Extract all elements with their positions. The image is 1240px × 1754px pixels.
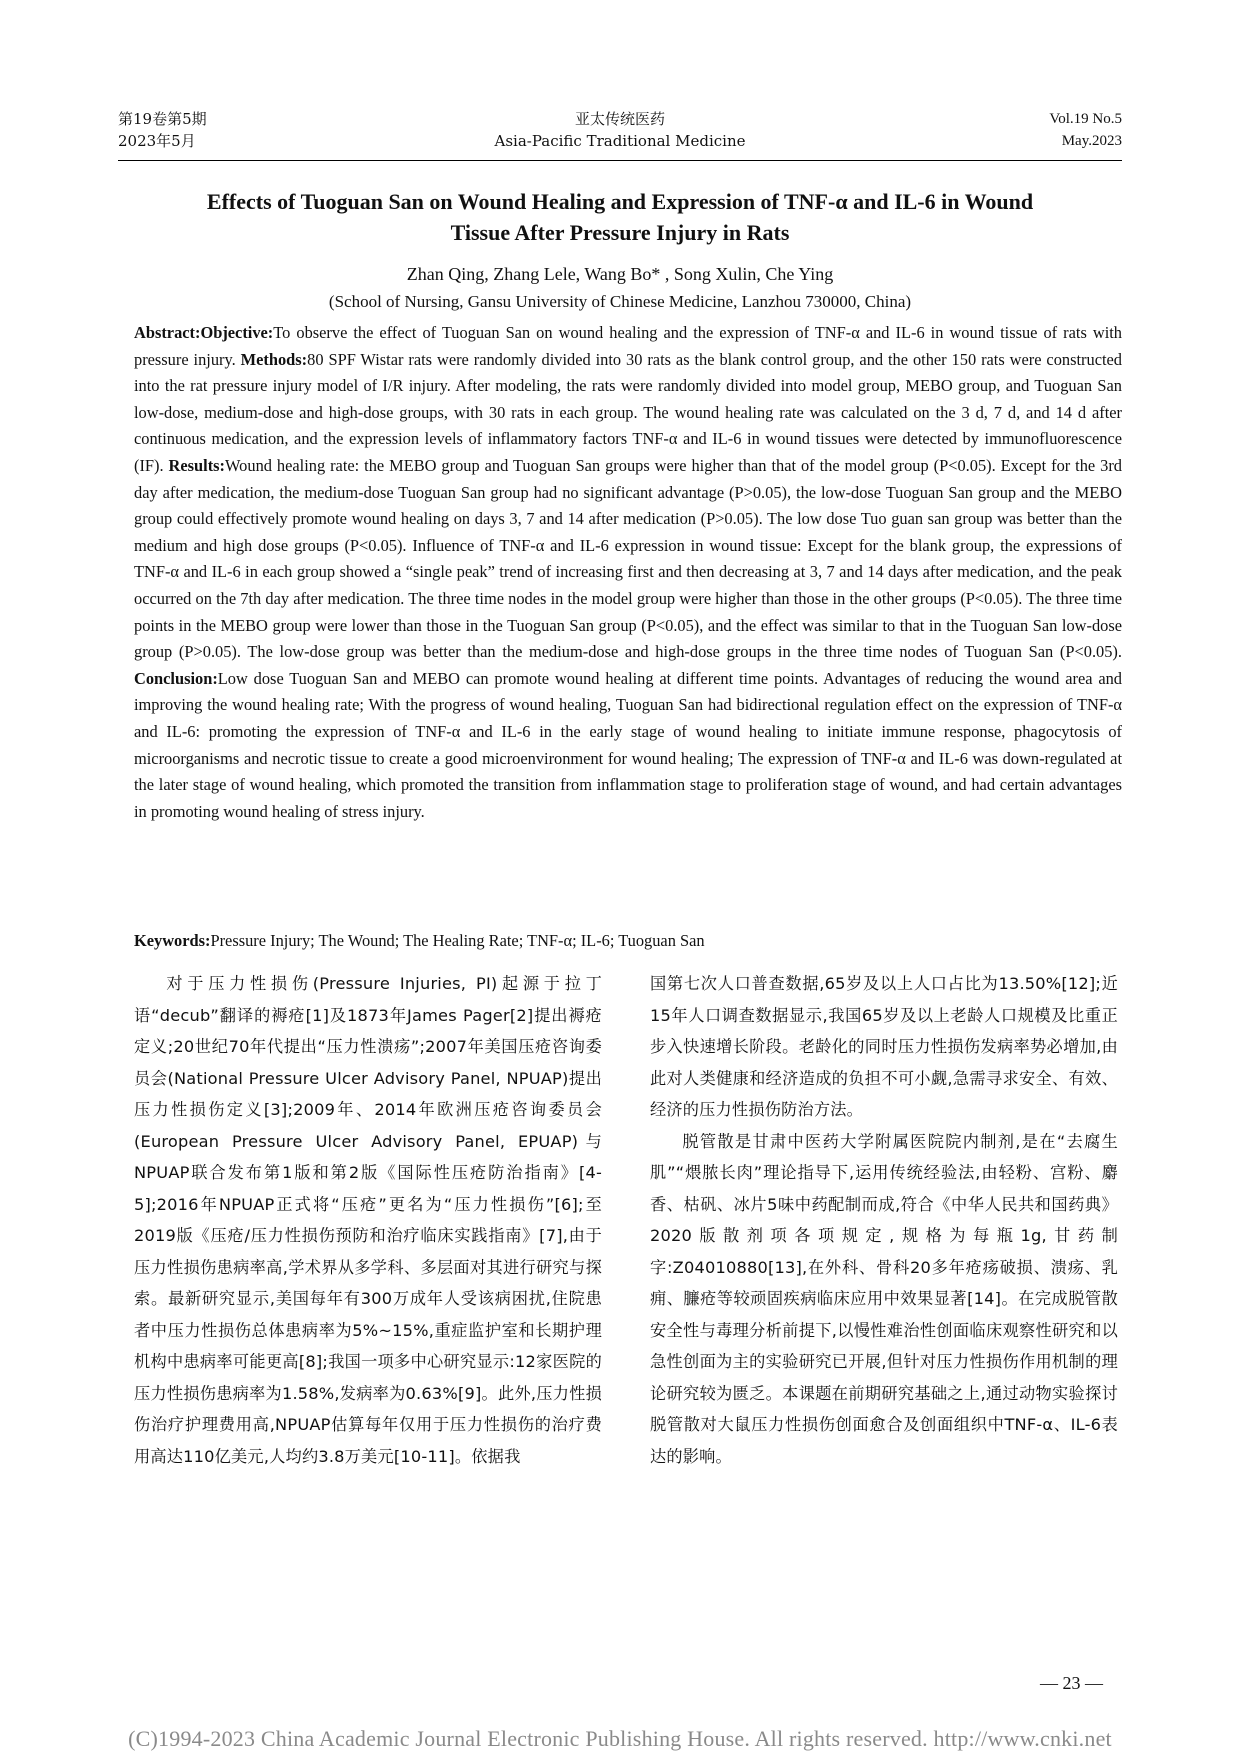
objective-text: To observe the effect of Tuoguan San on wound healing and the expression of TNF-α and IL-6 in wound tissue of rats with pressure injury. xyxy=(134,323,1122,369)
body-paragraph: 对于压力性损伤(Pressure Injuries, PI)起源于拉丁语“decub”翻译的褥疮[1]及1873年James Pager[2]提出褥疮定义;20世纪70年代提出“压力性溃疡”;2007年美国压疮咨询委员会(National Pressure Ulcer Advisory Panel, NPUAP)提出压力性损伤定义[3];2009年、2014年欧洲压疮咨询委员会(European Pressure Ulcer Advisory Panel, EPUAP)与NPUAP联合发布第1版和第2版《国际性压疮防治指南》[4-5];2016年NPUAP正式将“压疮”更名为“压力性损伤”[6];至2019版《压疮/压力性损伤预防和治疗临床实践指南》[7],由于压力性损伤患病率高,学术界从多学科、多层面对其进行研究与探索。最新研究显示,美国每年有300万成年人受该病困扰,住院患者中压力性损伤总体患病率为5%~15%,重症监护室和长期护理机构中患病率可能更高[8];我国一项多中心研究显示:12家医院的压力性损伤患病率为1.58%,发病率为0.63%[9]。此外,压力性损伤治疗护理费用高,NPUAP估算每年仅用于压力性损伤的治疗费用高达110亿美元,人均约3.8万美元[10-11]。依据我 xyxy=(134,974,602,1466)
header-date-en: May.2023 xyxy=(1061,133,1122,149)
results-label: Results: xyxy=(168,455,226,475)
body-paragraph: 脱管散是甘肃中医药大学附属医院院内制剂,是在“去腐生肌”“煨脓长肉”理论指导下,运用传统经验法,由轻粉、宫粉、麝香、枯矾、冰片5味中药配制而成,符合《中华人民共和国药典》2020版散剂项各项规定,规格为每瓶1g,甘药制字:Z04010880[13],在外科、骨科20多年疮疡破损、溃疡、乳痈、臁疮等较顽固疾病临床应用中效果显著[14]。在完成脱管散安全性与毒理分析前提下,以慢性难治性创面临床观察性研究和以急性创面为主的实验研究已开展,但针对压力性损伤作用机制的理论研究较为匮乏。本课题在前期研究基础之上,通过动物实验探讨脱管散对大鼠压力性损伤创面愈合及创面组织中TNF-α、IL-6表达的影响。 xyxy=(650,1131,1118,1466)
journal-name-cn: 亚太传统医药 xyxy=(574,110,665,128)
article-title xyxy=(150,186,1090,248)
author-list: Zhan Qing, Zhang Lele, Wang Bo* , Song Xulin, Che Ying xyxy=(406,264,834,284)
title-line-2: Tissue After Pressure Injury in Rats xyxy=(450,220,790,245)
body-paragraph-continued: 国第七次人口普查数据,65岁及以上人口占比为13.50%[12];近15年人口调查数据显示,我国65岁及以上老龄人口规模及比重正步入快速增长阶段。老龄化的同时压力性损伤发病率势必增加,由此对人类健康和经济造成的负担不可小觑,急需寻求安全、有效、经济的压力性损伤防治方法。 xyxy=(650,974,1118,1119)
keywords xyxy=(134,928,1122,954)
objective-label: Objective: xyxy=(200,323,274,342)
body-column-left xyxy=(134,968,602,1472)
abstract-label: Abstract: xyxy=(134,323,201,342)
keywords-label: Keywords: xyxy=(134,931,211,950)
title-line-1: Effects of Tuoguan San on Wound Healing and Expression of TNF-α and IL-6 in Wound xyxy=(206,189,1034,214)
running-header xyxy=(118,108,1122,160)
copyright-footer: (C)1994-2023 China Academic Journal Electronic Publishing House. All rights reserved. http://www.cnki.net xyxy=(128,1726,1112,1751)
methods-label: Methods: xyxy=(240,349,308,369)
header-volume-issue-en: Vol.19 No.5 xyxy=(1049,111,1122,127)
header-date-cn: 2023年5月 xyxy=(118,132,196,150)
abstract xyxy=(134,320,1122,825)
conclusion-label: Conclusion: xyxy=(134,668,218,688)
results-text: Wound healing rate: the MEBO group and Tuoguan San groups were higher than that of the model group (P<0.05). Except for the 3rd day after medication, the medium-dose Tuoguan San group had no significant advantage (P>0.05), the low-dose Tuoguan San group and the MEBO group could effectively promote wound healing on days 3, 7 and 14 after medication (P>0.05). The low dose Tuo guan san group was better than the medium and high dose groups (P<0.05). Influence of TNF-α and IL-6 expression in wound tissue: Except for the blank group, the expressions of TNF-α and IL-6 in each group showed a “single peak” trend of increasing first and then decreasing at 3, 7 and 14 days after medication, and the peak occurred on the 7th day after medication. The three time nodes in the model group were higher than those in the other groups (P<0.05). The three time points in the MEBO group were lower than those in the Tuoguan San group (P<0.05), and the effect was similar to that in the Tuoguan San low-dose group (P>0.05). The low-dose group was better than the medium-dose and high-dose groups in the three time nodes of Tuoguan San (P<0.05). xyxy=(134,455,1122,662)
methods-text: 80 SPF Wistar rats were randomly divided into 30 rats as the blank control group, and the other 150 rats were constructed into the rat pressure injury model of I/R injury. After modeling, the rats were randomly divided into model group, MEBO group, and Tuoguan San low-dose, medium-dose and high-dose groups, with 30 rats in each group. The wound healing rate was calculated on the 3 d, 7 d, and 14 d after continuous medication, and the expression levels of inflammatory factors TNF-α and IL-6 in wound tissues were detected by immunofluorescence (IF). xyxy=(134,349,1122,475)
header-volume-en xyxy=(1049,108,1122,152)
keywords-text: Pressure Injury; The Wound; The Healing Rate; TNF-α; IL-6; Tuoguan San xyxy=(210,931,705,950)
journal-name-en: Asia-Pacific Traditional Medicine xyxy=(494,132,746,150)
body-column-right xyxy=(650,968,1118,1472)
page-number: — 23 — xyxy=(1040,1673,1103,1693)
conclusion-text: Low dose Tuoguan San and MEBO can promote wound healing at different time points. Advantages of reducing the wound area and improving the wound healing rate; With the progress of wound healing, Tuoguan San had bidirectional regulation effect on the expression of TNF-α and IL-6: promoting the expression of TNF-α and IL-6 in the early stage of wound healing to initiate immune response, phagocytosis of microorganisms and necrotic tissue to create a good microenvironment for wound healing; The expression of TNF-α and IL-6 was down-regulated at the later stage of wound healing, which promoted the transition from inflammation stage to proliferation stage of wound, and had certain advantages in promoting wound healing of stress injury. xyxy=(134,668,1122,821)
header-journal-name xyxy=(118,108,1122,152)
header-divider xyxy=(118,160,1122,161)
header-volume-issue-cn: 第19卷第5期 xyxy=(118,110,207,128)
affiliation: (School of Nursing, Gansu University of Chinese Medicine, Lanzhou 730000, China) xyxy=(328,292,912,311)
